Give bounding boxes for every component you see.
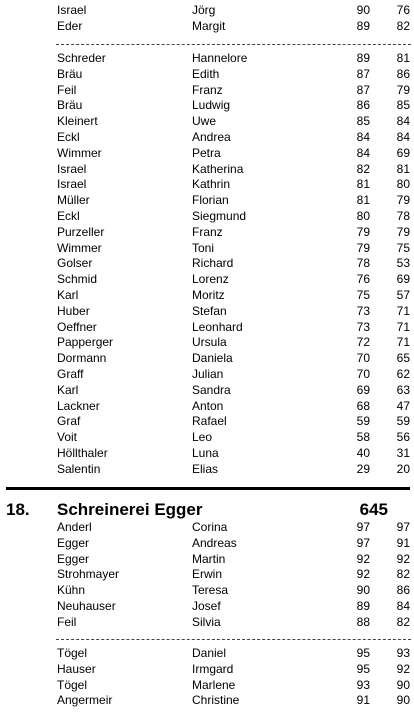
table-row — [0, 383, 414, 399]
first-name: Stefan — [192, 303, 227, 318]
score-1: 72 — [356, 335, 370, 350]
score-2: 63 — [396, 382, 410, 397]
last-name: Angermeir — [57, 693, 113, 708]
table-row — [0, 114, 414, 130]
table-row — [0, 567, 414, 583]
table-row — [0, 351, 414, 367]
first-name: Ludwig — [192, 98, 231, 113]
score-2: 92 — [396, 551, 410, 566]
first-name: Franz — [192, 224, 223, 239]
last-name: Feil — [57, 614, 77, 629]
first-name: Siegmund — [192, 208, 247, 223]
score-1: 80 — [356, 208, 370, 223]
score-1: 92 — [356, 551, 370, 566]
score-2: 71 — [396, 319, 410, 334]
score-2: 53 — [396, 256, 410, 271]
score-1: 58 — [356, 430, 370, 445]
last-name: Kleinert — [57, 114, 98, 129]
last-name: Eckl — [57, 208, 80, 223]
last-name: Graf — [57, 414, 81, 429]
score-1: 90 — [356, 583, 370, 598]
table-row — [0, 241, 414, 257]
score-2: 85 — [396, 98, 410, 113]
score-1: 73 — [356, 303, 370, 318]
first-name: Josef — [192, 598, 221, 613]
team-name: Schreinerei Egger — [57, 500, 203, 519]
table-row — [0, 552, 414, 568]
last-name: Karl — [57, 382, 79, 397]
last-name: Höllthaler — [57, 445, 108, 460]
table-row — [0, 646, 414, 662]
score-2: 69 — [396, 272, 410, 287]
table-row — [0, 225, 414, 241]
score-1: 79 — [356, 240, 370, 255]
first-name: Jörg — [192, 3, 216, 17]
table-row — [0, 19, 414, 35]
last-name: Dormann — [57, 351, 107, 366]
last-name: Eder — [57, 18, 83, 33]
score-2: 79 — [396, 193, 410, 208]
dashed-divider — [56, 44, 411, 45]
first-name: Ursula — [192, 335, 227, 350]
score-2: 81 — [396, 161, 410, 176]
last-name: Bräu — [57, 66, 83, 81]
first-name: Hannelore — [192, 51, 248, 65]
table-row — [0, 209, 414, 225]
first-name: Moritz — [192, 287, 225, 302]
first-name: Margit — [192, 18, 226, 33]
score-2: 92 — [396, 661, 410, 676]
score-2: 71 — [396, 303, 410, 318]
score-1: 81 — [356, 177, 370, 192]
last-name: Voit — [57, 430, 78, 445]
table-row — [0, 146, 414, 162]
table-row — [0, 583, 414, 599]
score-1: 68 — [356, 398, 370, 413]
last-name: Strohmayer — [57, 567, 120, 582]
score-1: 81 — [356, 193, 370, 208]
table-row — [0, 399, 414, 415]
last-name: Neuhauser — [57, 598, 116, 613]
first-name: Irmgard — [192, 661, 234, 676]
score-1: 70 — [356, 366, 370, 381]
last-name: Tögel — [57, 677, 88, 692]
table-row — [0, 320, 414, 336]
first-name: Teresa — [192, 583, 229, 598]
score-2: 56 — [396, 430, 410, 445]
score-2: 93 — [396, 646, 410, 660]
last-name: Feil — [57, 82, 77, 97]
last-name: Schreder — [57, 51, 106, 65]
score-2: 75 — [396, 240, 410, 255]
result-list-top — [0, 3, 414, 35]
first-name: Luna — [192, 445, 219, 460]
first-name: Marlene — [192, 677, 236, 692]
table-row — [0, 83, 414, 99]
first-name: Petra — [192, 145, 221, 160]
last-name: Tögel — [57, 646, 88, 660]
table-row — [0, 67, 414, 83]
table-row — [0, 256, 414, 272]
last-name: Eckl — [57, 129, 80, 144]
first-name: Toni — [192, 240, 215, 255]
first-name: Edith — [192, 66, 220, 81]
score-2: 47 — [396, 398, 410, 413]
score-1: 82 — [356, 161, 370, 176]
score-1: 86 — [356, 98, 370, 113]
last-name: Purzeller — [57, 224, 105, 239]
table-row — [0, 304, 414, 320]
score-1: 97 — [356, 520, 370, 534]
score-2: 20 — [396, 461, 410, 476]
score-2: 86 — [396, 583, 410, 598]
table-row — [0, 693, 414, 709]
last-name: Israel — [57, 161, 87, 176]
score-1: 87 — [356, 66, 370, 81]
table-row — [0, 430, 414, 446]
score-2: 57 — [396, 287, 410, 302]
score-2: 82 — [396, 567, 410, 582]
score-2: 91 — [396, 535, 410, 550]
first-name: Daniel — [192, 646, 227, 660]
first-name: Daniela — [192, 351, 233, 366]
first-name: Erwin — [192, 567, 223, 582]
first-name: Christine — [192, 693, 240, 708]
score-2: 78 — [396, 208, 410, 223]
score-1: 73 — [356, 319, 370, 334]
score-2: 90 — [396, 677, 410, 692]
table-row — [0, 414, 414, 430]
table-row — [0, 3, 414, 19]
last-name: Huber — [57, 303, 90, 318]
last-name: Graff — [57, 366, 84, 381]
score-2: 59 — [396, 414, 410, 429]
first-name: Rafael — [192, 414, 227, 429]
score-1: 59 — [356, 414, 370, 429]
score-2: 65 — [396, 351, 410, 366]
dashed-divider — [56, 639, 411, 640]
first-name: Kathrin — [192, 177, 231, 192]
last-name: Wimmer — [57, 145, 102, 160]
table-row — [0, 446, 414, 462]
table-row — [0, 536, 414, 552]
score-2: 81 — [396, 51, 410, 65]
score-2: 82 — [396, 18, 410, 33]
first-name: Leo — [192, 430, 213, 445]
last-name: Israel — [57, 3, 87, 17]
score-1: 69 — [356, 382, 370, 397]
score-2: 84 — [396, 114, 410, 129]
team-total: 645 — [359, 500, 388, 519]
score-1: 97 — [356, 535, 370, 550]
table-row — [0, 520, 414, 536]
score-1: 95 — [356, 661, 370, 676]
table-row — [0, 98, 414, 114]
score-2: 71 — [396, 335, 410, 350]
team-member-list-bottom — [0, 646, 414, 709]
last-name: Müller — [57, 193, 90, 208]
score-2: 79 — [396, 224, 410, 239]
score-1: 76 — [356, 272, 370, 287]
score-2: 90 — [396, 693, 410, 708]
last-name: Papperger — [57, 335, 114, 350]
last-name: Oeffner — [57, 319, 97, 334]
team-rank: 18. — [6, 500, 30, 519]
score-1: 88 — [356, 614, 370, 629]
score-1: 78 — [356, 256, 370, 271]
last-name: Schmid — [57, 272, 98, 287]
table-row — [0, 367, 414, 383]
last-name: Bräu — [57, 98, 83, 113]
score-1: 90 — [356, 3, 370, 17]
first-name: Andreas — [192, 535, 237, 550]
score-2: 97 — [396, 520, 410, 534]
score-1: 84 — [356, 145, 370, 160]
team-member-list — [0, 520, 414, 631]
first-name: Corina — [192, 520, 228, 534]
first-name: Andrea — [192, 129, 231, 144]
last-name: Salentin — [57, 461, 101, 476]
last-name: Egger — [57, 535, 90, 550]
table-row — [0, 335, 414, 351]
table-row — [0, 678, 414, 694]
score-1: 79 — [356, 224, 370, 239]
score-2: 31 — [396, 445, 410, 460]
last-name: Egger — [57, 551, 90, 566]
table-row — [0, 599, 414, 615]
table-row — [0, 193, 414, 209]
score-2: 62 — [396, 366, 410, 381]
score-1: 85 — [356, 114, 370, 129]
table-row — [0, 272, 414, 288]
score-1: 89 — [356, 51, 370, 65]
score-2: 69 — [396, 145, 410, 160]
first-name: Julian — [192, 366, 224, 381]
score-1: 89 — [356, 598, 370, 613]
last-name: Anderl — [57, 520, 92, 534]
first-name: Silvia — [192, 614, 221, 629]
table-row — [0, 162, 414, 178]
table-row — [0, 51, 414, 67]
first-name: Martin — [192, 551, 226, 566]
last-name: Lackner — [57, 398, 100, 413]
score-1: 29 — [356, 461, 370, 476]
first-name: Elias — [192, 461, 219, 476]
score-1: 70 — [356, 351, 370, 366]
table-row — [0, 662, 414, 678]
score-2: 82 — [396, 614, 410, 629]
score-1: 89 — [356, 18, 370, 33]
score-1: 87 — [356, 82, 370, 97]
last-name: Wimmer — [57, 240, 102, 255]
first-name: Uwe — [192, 114, 217, 129]
last-name: Golser — [57, 256, 93, 271]
score-2: 80 — [396, 177, 410, 192]
last-name: Karl — [57, 287, 79, 302]
first-name: Sandra — [192, 382, 231, 397]
last-name: Kühn — [57, 583, 86, 598]
score-1: 40 — [356, 445, 370, 460]
score-1: 93 — [356, 677, 370, 692]
first-name: Anton — [192, 398, 224, 413]
first-name: Katherina — [192, 161, 244, 176]
first-name: Florian — [192, 193, 229, 208]
score-2: 79 — [396, 82, 410, 97]
score-2: 76 — [396, 3, 410, 17]
score-1: 95 — [356, 646, 370, 660]
score-1: 91 — [356, 693, 370, 708]
score-1: 75 — [356, 287, 370, 302]
score-1: 84 — [356, 129, 370, 144]
table-row — [0, 177, 414, 193]
first-name: Leonhard — [192, 319, 243, 334]
table-row — [0, 130, 414, 146]
table-row — [0, 462, 414, 478]
first-name: Richard — [192, 256, 234, 271]
first-name: Franz — [192, 82, 223, 97]
section-separator — [6, 487, 410, 490]
last-name: Israel — [57, 177, 87, 192]
result-list-bottom — [0, 51, 414, 478]
table-row — [0, 288, 414, 304]
score-2: 84 — [396, 129, 410, 144]
last-name: Hauser — [57, 661, 96, 676]
score-2: 86 — [396, 66, 410, 81]
score-2: 84 — [396, 598, 410, 613]
score-1: 92 — [356, 567, 370, 582]
table-row — [0, 615, 414, 631]
first-name: Lorenz — [192, 272, 229, 287]
